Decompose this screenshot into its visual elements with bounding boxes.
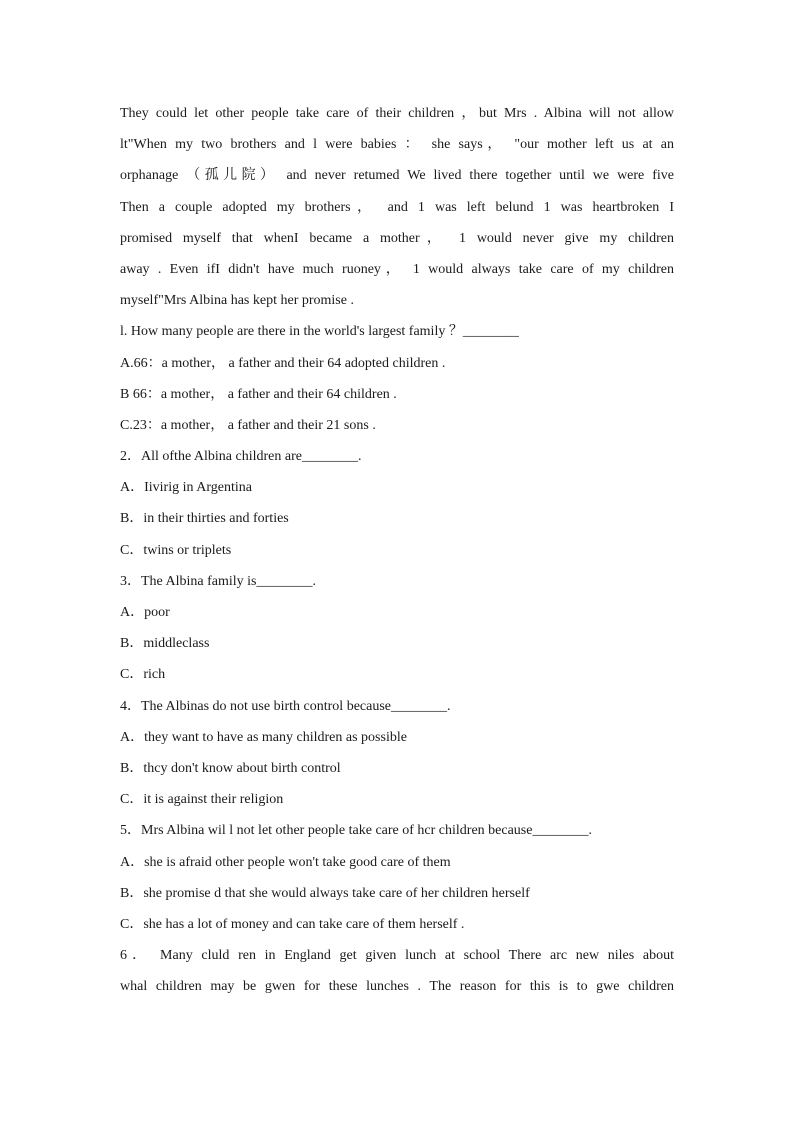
answer-option: B．thcy don't know about birth control <box>120 760 341 776</box>
passage-line: orphanage （孤儿院） and never retumed We lived there together until we were five <box>120 168 674 184</box>
question-stem: 2．All ofthe Albina children are________. <box>120 449 362 465</box>
answer-option: A．Iivirig in Argentina <box>120 480 252 496</box>
answer-option: B．in their thirties and forties <box>120 511 289 527</box>
answer-option: C．rich <box>120 667 166 683</box>
passage-line: Then a couple adopted my brothers， and 1 was left belund 1 was heartbroken I <box>120 199 674 215</box>
question-stem: 5．Mrs Albina wil l not let other people take care of hcr children because________. <box>120 823 592 839</box>
answer-option: A．they want to have as many children as possible <box>120 729 407 745</box>
passage-line: lt"When my two brothers and l were babies ： she says， "our mother left us at an <box>120 137 674 153</box>
question-5 <box>120 815 674 940</box>
next-passage <box>120 940 674 1002</box>
answer-option: C.23：a mother， a father and their 21 sons . <box>120 417 376 433</box>
answer-option: A.66：a mother， a father and their 64 adopted children . <box>120 355 446 371</box>
answer-option: C．twins or triplets <box>120 542 232 558</box>
question-3 <box>120 566 674 691</box>
answer-option: B．middleclass <box>120 636 210 652</box>
passage-line: 6． Many cluld ren in England get given lunch at school There arc new niles about <box>120 948 674 964</box>
question-4 <box>120 691 674 816</box>
passage-paragraph <box>120 98 674 316</box>
answer-option: B 66：a mother， a father and their 64 children . <box>120 386 397 402</box>
question-stem: 3．The Albina family is________. <box>120 573 316 589</box>
question-stem: l. How many people are there in the world's largest family ？________ <box>120 324 519 340</box>
answer-option: B．she promise d that she would always take care of her children herself <box>120 885 530 901</box>
question-stem: 4．The Albinas do not use birth control because________. <box>120 698 451 714</box>
passage-line: promised myself that whenI became a mother， 1 would never give my children <box>120 230 674 246</box>
passage-line: They could let other people take care of their children ，but Mrs . Albina will not allow <box>120 106 674 121</box>
answer-option: C．it is against their religion <box>120 792 284 808</box>
answer-option: C．she has a lot of money and can take care of them herself . <box>120 916 465 932</box>
question-2 <box>120 441 674 566</box>
answer-option: A．poor <box>120 605 170 620</box>
passage-line: away . Even ifI didn't have much ruoney， 1 would always take care of my children <box>120 261 674 277</box>
passage-line: myself"Mrs Albina has kept her promise . <box>120 293 354 309</box>
passage-line: whal children may be gwen for these lunches . The reason for this is to gwe children <box>120 979 674 995</box>
answer-option: A．she is afraid other people won't take good care of them <box>120 854 451 870</box>
document-page <box>120 98 674 1002</box>
question-1 <box>120 316 674 441</box>
